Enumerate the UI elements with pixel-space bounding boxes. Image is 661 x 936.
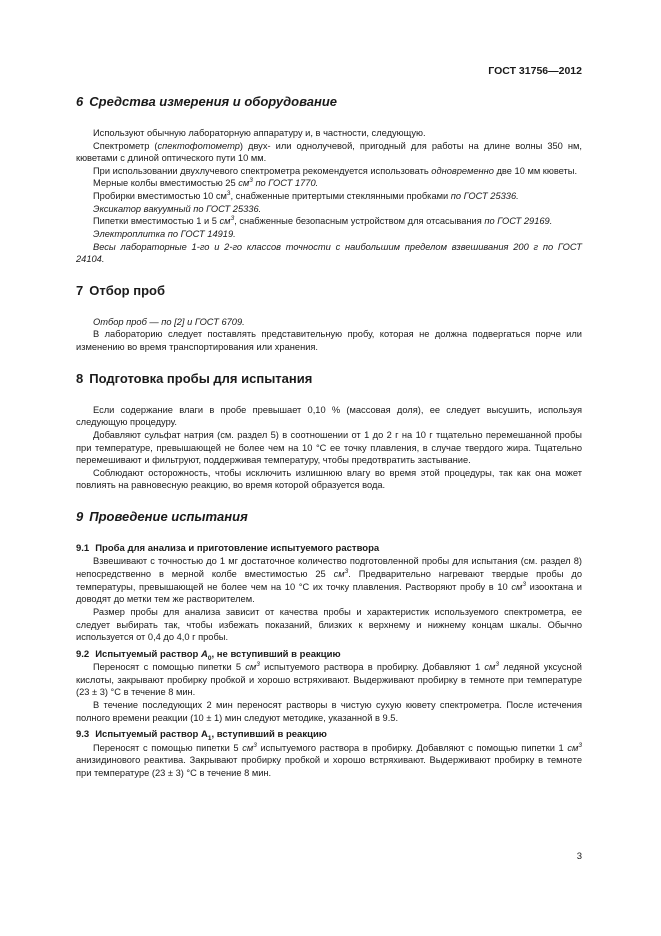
- paragraph: Мерные колбы вместимостью 25 $см^3$ по ГОСТ 1770.: [93, 177, 319, 189]
- paragraph: Размер пробы для анализа зависит от качества пробы и характеристик используемого спектрометра, ее следует выбирать так, чтобы избежать показаний, близких к верхнему и нижнему концам шкалы. Обычно используется от 0,4 до 4,0 г пробы.: [76, 606, 582, 643]
- section-6-heading: 6 Средства измерения и оборудование: [76, 94, 338, 109]
- paragraph: Пробирки вместимостью 10 $см^3$, снабженные притертыми стеклянными пробками по ГОСТ 25336.: [93, 190, 519, 202]
- paragraph: Если содержание влаги в пробе превышает 0,10 % (массовая доля), ее следует высушить, используя следующую процедуру.: [76, 404, 582, 428]
- paragraph: Соблюдают осторожность, чтобы исключить излишнюю влагу во время этой процедуры, так как она может повлиять на равновесную реакцию, во время которой образуется вода.: [76, 467, 582, 491]
- page-number: 3: [576, 851, 582, 862]
- paragraph: При использовании двухлучевого спектрометра рекомендуется использовать одновременно две 10 мм кюветы.: [93, 165, 578, 176]
- section-9-heading: 9 Проведение испытания: [76, 509, 248, 525]
- paragraph: Добавляют сульфат натрия (см. раздел 5) в соотношении от 1 до 2 г на 10 г тщательно перемешанной пробы при температуре, превышающей не более чем на 10 °С ее точку плавления, в случае твердого жира. Тщательно перемешивают и фильтруют, поддерживая температуру, чтобы предотвратить застывание.: [76, 429, 582, 466]
- paragraph: Спектрометр (спектофотометр) двух- или однолучевой, пригодный для работы на длине волны 350 нм, кюветами с длиной оптического пути 10 мм.: [76, 140, 582, 164]
- document-page: [76, 0, 582, 936]
- paragraph: Весы лабораторные 1-го и 2-го классов точности с наибольшим пределом взвешивания 200 г по ГОСТ 24104.: [76, 241, 582, 265]
- paragraph: Отбор проб — по [2] и ГОСТ 6709.: [93, 316, 245, 327]
- subsection-9-3-heading: 9.3 Испытуемый раствор $A_1$, вступивший в реакцию: [76, 729, 327, 743]
- subsection-9-1-heading: 9.1 Проба для анализа и приготовление испытуемого раствора: [76, 543, 380, 555]
- paragraph: Используют обычную лабораторную аппаратуру и, в частности, следующую.: [93, 127, 426, 138]
- section-8-heading: 8 Подготовка пробы для испытания: [76, 370, 313, 386]
- paragraph: Эксикатор вакуумный по ГОСТ 25336.: [93, 203, 262, 214]
- paragraph: Взвешивают с точностью до 1 мг достаточное количество подготовленной пробы для испытания (см. раздел 8) непосредственно в мерной колбе вместимостью 25 $см^3$. Предварительно нагревают твердые пробы до температуры, превышающей не более чем на 10 °С их точку плавления. Растворяют пробу в 10 $см^3$ изооктана и доводят до метки тем же растворителем.: [76, 556, 582, 605]
- paragraph: Пипетки вместимостью 1 и 5 $см^3$, снабженные безопасным устройством для отсасывания по ГОСТ 29169.: [93, 215, 553, 227]
- page-content: [76, 94, 582, 780]
- paragraph: Электроплитка по ГОСТ 14919.: [93, 229, 236, 240]
- paragraph: Переносят с помощью пипетки 5 $см^3$ испытуемого раствора в пробирку. Добавляют с помощью пипетки 1 $см^3$ анизидинового реактива. Закрывают пробирку пробкой и хорошо встряхивают. Выдерживают пробирку в темноте при температуре (23 ± 3) °С в течение 8 мин.: [76, 741, 582, 778]
- section-7-heading: 7 Отбор проб: [76, 282, 165, 298]
- document-code: ГОСТ 31756—2012: [488, 65, 582, 77]
- paragraph: Переносят с помощью пипетки 5 $см^3$ испытуемого раствора в пробирку. Добавляют 1 $см^3$ ледяной уксусной кислоты, закрывают пробирку пробкой и хорошо встряхивают. Выдерживают пробирку в темноте при температуре (23 ± 3) °С в течение 8 мин.: [76, 661, 582, 698]
- paragraph: В лабораторию следует поставлять представительную пробу, которая не должна подвергаться порче или изменению во время транспортирования или хранения.: [76, 329, 582, 353]
- paragraph: В течение последующих 2 мин переносят растворы в чистую сухую кювету спектрометра. После истечения полного времени реакции (10 ± 1) мин следуют методике, указанной в 9.5.: [76, 700, 582, 723]
- subsection-9-2-heading: 9.2 Испытуемый раствор $A_0$, не вступивший в реакцию: [76, 648, 341, 662]
